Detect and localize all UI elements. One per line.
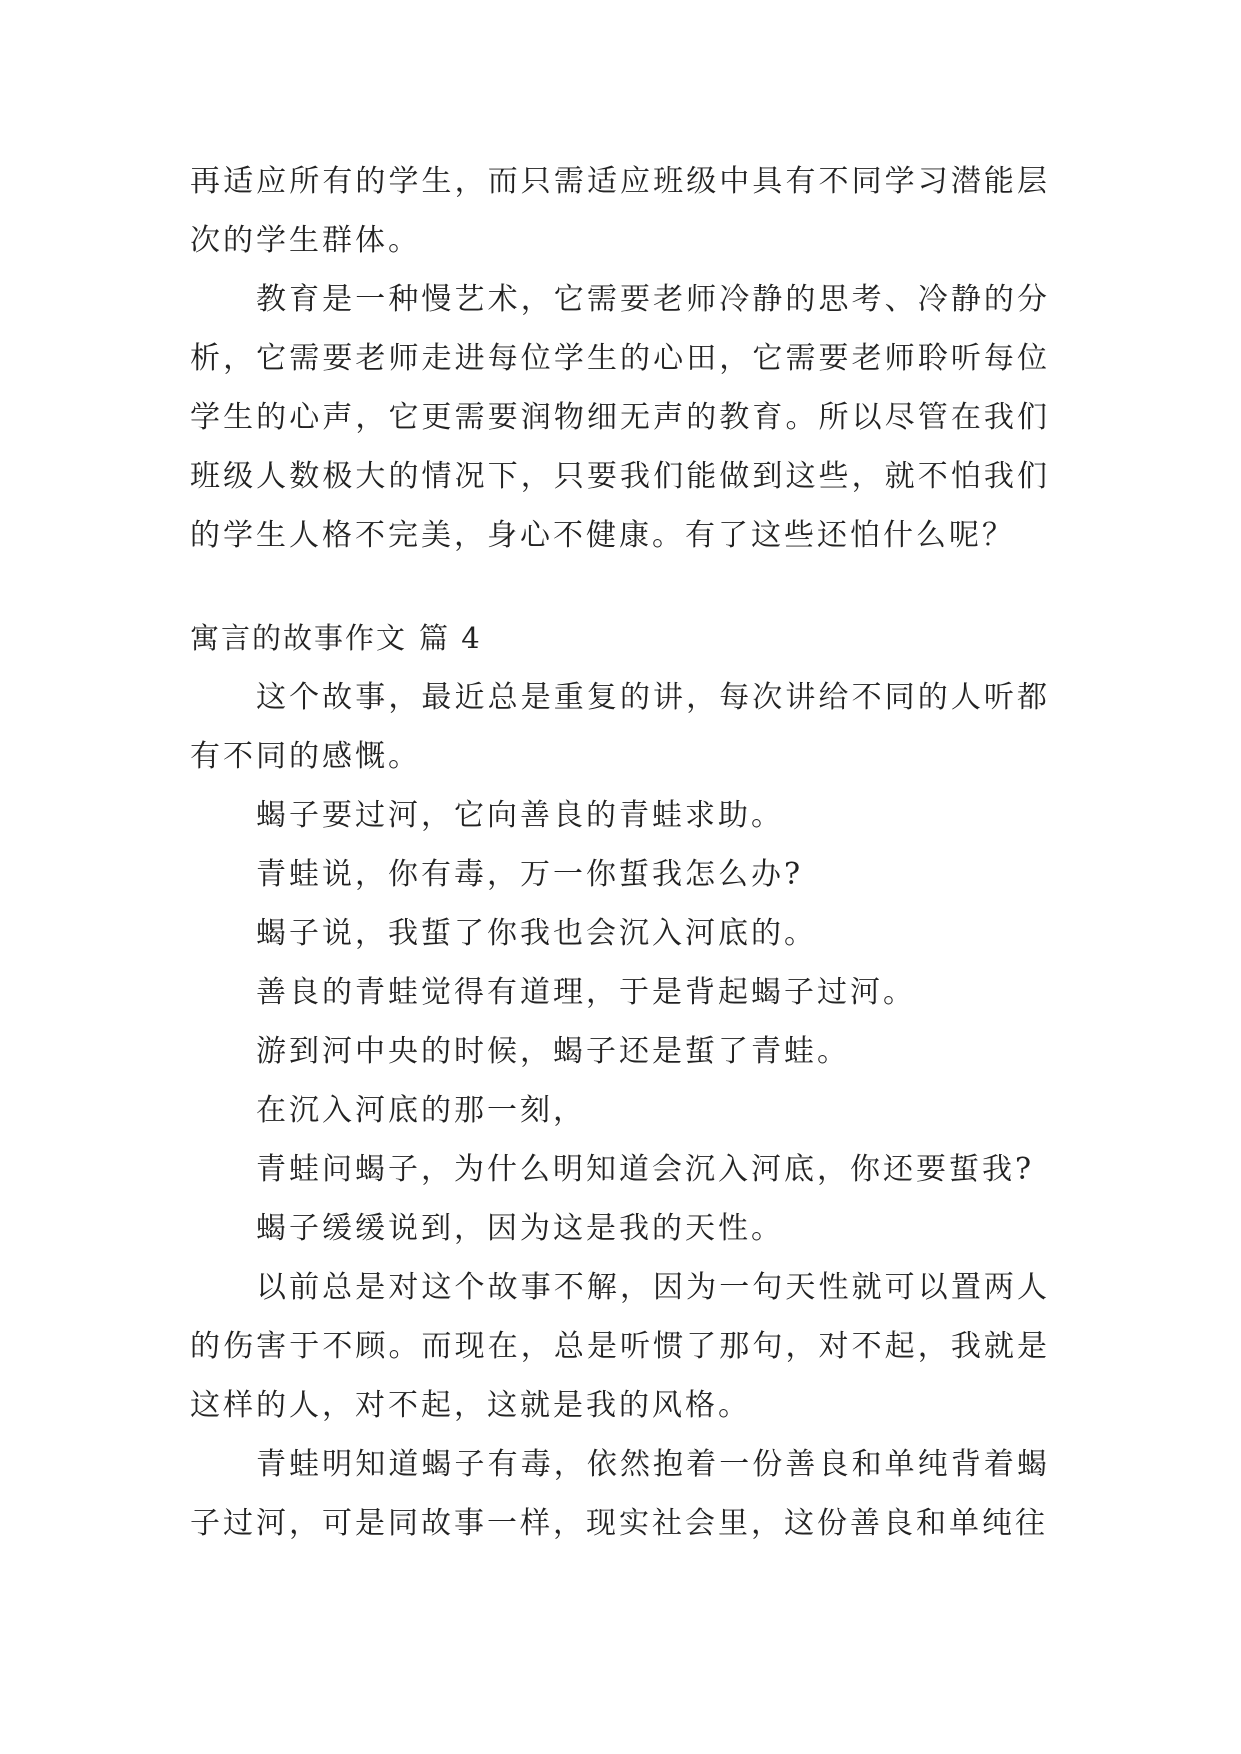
section-heading xyxy=(190,609,1050,668)
story-line: 蝎子缓缓说到，因为这是我的天性。 xyxy=(256,1211,784,1246)
section-spacer xyxy=(190,565,1050,609)
story-line: 青蛙说，你有毒，万一你蜇我怎么办? xyxy=(256,857,804,892)
section-number: 篇 4 xyxy=(419,621,482,655)
story-line: 在沉入河底的那一刻， xyxy=(256,1093,586,1128)
paragraph-continuation: 再适应所有的学生，而只需适应班级中具有不同学习潜能层次的学生群体。 xyxy=(190,164,1050,258)
story-line: 蝎子要过河，它向善良的青蛙求助。 xyxy=(256,798,784,833)
story-line: 蝎子说，我蜇了你我也会沉入河底的。 xyxy=(256,916,817,951)
story-reflection: 青蛙明知道蝎子有毒，依然抱着一份善良和单纯背着蝎子过河，可是同故事一样，现实社会里，这份善良和单纯往 xyxy=(190,1447,1050,1541)
story-line: 善良的青蛙觉得有道理，于是背起蝎子过河。 xyxy=(256,975,916,1010)
document-body xyxy=(190,152,1050,1553)
story-line: 青蛙问蝎子，为什么明知道会沉入河底，你还要蜇我? xyxy=(256,1152,1035,1187)
story-reflection: 以前总是对这个故事不解，因为一句天性就可以置两人的伤害于不顾。而现在，总是听惯了那句，对不起，我就是这样的人，对不起，这就是我的风格。 xyxy=(190,1270,1050,1423)
story-line: 游到河中央的时候，蝎子还是蜇了青蛙。 xyxy=(256,1034,850,1069)
section-title: 寓言的故事作文 xyxy=(190,621,408,655)
story-intro: 这个故事，最近总是重复的讲，每次讲给不同的人听都有不同的感慨。 xyxy=(190,680,1050,774)
paragraph-education: 教育是一种慢艺术，它需要老师冷静的思考、冷静的分析，它需要老师走进每位学生的心田，它需要老师聆听每位学生的心声，它更需要润物细无声的教育。所以尽管在我们班级人数极大的情况下，只要我们能做到这些，就不怕我们的学生人格不完美，身心不健康。有了这些还怕什么呢？ xyxy=(190,282,1050,553)
